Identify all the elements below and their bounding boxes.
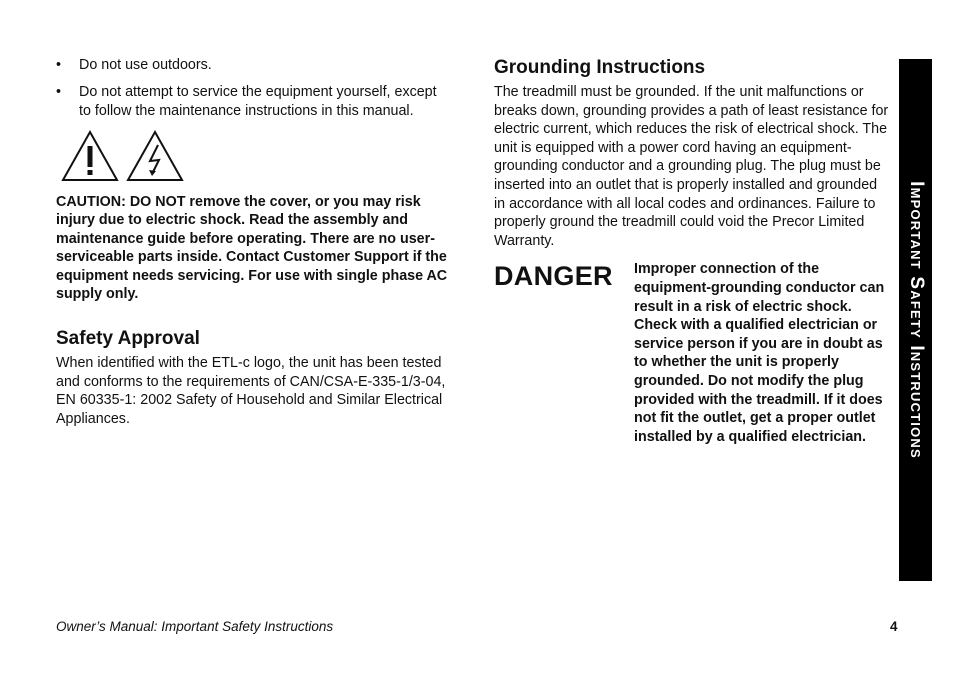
page-number: 4: [890, 619, 898, 634]
exclamation-warning-icon: [60, 129, 120, 183]
bullet-marker: •: [56, 83, 62, 100]
safety-approval-body: When identified with the ETL-c logo, the unit has been tested and conforms to the requirements of CAN/CSA-E-335-1/3-04, EN 60335-1: 2002 Safety of Household and Similar Electrical Appliances.: [56, 355, 446, 427]
side-tab-label: Important Safety Instructions: [905, 181, 927, 459]
bullet-text: Do not attempt to service the equipment yourself, except to follow the maintenance instructions in this manual.: [79, 83, 437, 119]
bullet-text: Do not use outdoors.: [79, 57, 212, 73]
danger-text: Improper connection of the equipment-grounding conductor can result in a risk of electric shock. Check with a qualified electrician or service person if you are in doubt as to whether the unit is properly grounded. Do not modify the plug provided with the treadmill. If it does not fit the outlet, get a proper outlet installed by a qualified electrician.: [634, 261, 885, 445]
left-column: [56, 56, 448, 428]
right-column: [494, 56, 889, 446]
list-item: [56, 83, 448, 122]
caution-statement: CAUTION: DO NOT remove the cover, or you may risk injury due to electric shock. Read the assembly and maintenance guide before operating. There are no user-serviceable parts inside. Contact Customer Support if the equipment needs servicing. For use with single phase AC supply only.: [56, 193, 448, 303]
grounding-heading: Grounding Instructions: [494, 57, 706, 78]
footer-title: Owner’s Manual: Important Safety Instructions: [56, 619, 334, 634]
safety-approval-heading: Safety Approval: [56, 328, 200, 350]
warning-icons: [60, 129, 448, 183]
electric-shock-warning-icon: [125, 129, 185, 183]
danger-notice: [494, 260, 889, 446]
safety-bullet-list: [56, 56, 448, 122]
list-item: [56, 56, 448, 76]
grounding-body: The treadmill must be grounded. If the unit malfunctions or breaks down, grounding provides a path of least resistance for electric current, which reduces the risk of electrical shock. The unit is equipped with a power cord having an equipment-grounding conductor and a grounding plug. The plug must be inserted into an outlet that is properly installed and grounded in accordance with all local codes and ordinances. Failure to properly ground the treadmill could void the Precor Limited Warranty.: [494, 84, 889, 249]
bullet-marker: •: [56, 57, 62, 73]
danger-label: DANGER: [494, 261, 613, 292]
section-side-tab: [899, 59, 932, 581]
